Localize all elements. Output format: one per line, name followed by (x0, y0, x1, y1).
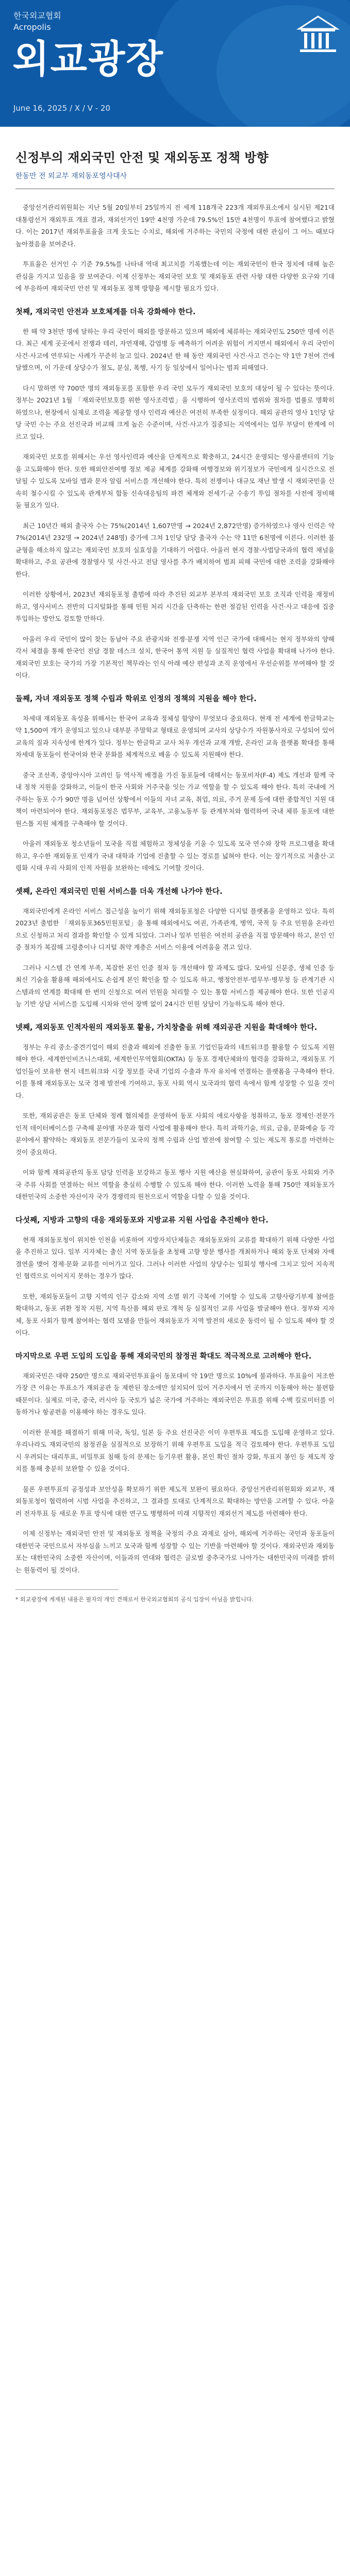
header-org-name: 한국외교협회 (13, 11, 61, 21)
paragraph: 이러한 문제를 해결하기 위해 미국, 독일, 일본 등 주요 선진국은 이미 우편투표 제도를 도입해 운영하고 있다. 우리나라도 재외국민의 참정권을 실질적으로 보장하기 위해 우편투표 도입을 적극 검토해야 한다. 우편투표 도입 시 우려되는 대리투표, 비밀투표 침해 등의 문제는 등기우편 활용, 본인 확인 절차 강화, 투표지 봉인 등 제도적 장치를 통해 충분히 보완할 수 있을 것이다. (15, 1428, 335, 1472)
paragraph: 이러한 상황에서, 2023년 재외동포청 출범에 따라 추진된 외교부 본부의 재외국민 보호 조직과 인력을 재정비하고, 영사서비스 전반의 디지털화를 통해 민원 처리 시간을 단축하는 한편 절감된 인력을 사건·사고 대응에 집중 투입하는 방안도 검토할 만하다. (15, 590, 335, 622)
paragraph: 한 해 약 3천만 명에 달하는 우리 국민이 해외를 방문하고 있으며 해외에 체류하는 재외국민도 250만 명에 이른다. 최근 세계 곳곳에서 전쟁과 테러, 자연재해, 감염병 등 예측하기 어려운 위험이 커지면서 해외에서 우리 국민이 사건·사고에 연루되는 사례가 꾸준히 늘고 있다. 2024년 한 해 동안 재외국민 사건·사고 건수는 약 1만 7천여 건에 달했으며, 이 가운데 상당수가 절도, 분실, 폭행, 사기 등 일상에서 일어나는 범죄 피해였다. (15, 327, 335, 371)
article-author: 한동만 전 외교부 재외동포영사대사 (15, 172, 127, 180)
paragraph: 최근 10년간 해외 출국자 수는 75%(2014년 1,607만명 → 2024년 2,872만명) 증가하였으나 영사 인력은 약 7%(2014년 232명 → 2024년 248명) 증가에 그쳐 1인당 담당 출국자 수는 약 11만 6천명에 이른다. 이러한 불균형을 해소하지 않고는 재외국민 보호의 실효성을 기대하기 어렵다. 아울러 현지 경찰·사법당국과의 협력 채널을 확대하고, 주요 공관에 경찰영사 및 사건·사고 전담 영사를 추가 배치하여 범죄 피해 국민에 대한 조력을 강화해야 한다. (15, 521, 335, 578)
paragraph: 재외국민에게 온라인 서비스 접근성을 높이기 위해 재외동포청은 다양한 디지털 플랫폼을 운영하고 있다. 특히 2023년 출범한 「재외동포365민원포털」을 통해 해외에서도 여권, 가족관계, 병역, 국적 등 주요 민원을 온라인으로 신청하고 처리 결과를 확인할 수 있게 되었다. 그러나 일부 민원은 여전히 공관을 직접 방문해야 하고, 본인 인증 절차가 복잡해 고령층이나 디지털 취약 계층은 서비스 이용에 어려움을 겪고 있다. (15, 907, 335, 951)
section-heading: 마지막으로 우편 도입의 도입을 통해 재외국민의 참정권 확대도 적극적으로 고려해야 한다. (15, 1352, 312, 1361)
paragraph: 재외국민 보호를 위해서는 우선 영사인력과 예산을 단계적으로 확충하고, 24시간 운영되는 영사콜센터의 기능을 고도화해야 한다. 또한 해외안전여행 정보 제공 체계를 강화해 여행경보와 위기정보가 국민에게 실시간으로 전달될 수 있도록 모바일 앱과 문자 알림 서비스를 개선해야 한다. 특히 전쟁이나 대규모 재난 발생 시 재외국민을 신속히 철수시킬 수 있도록 관계부처 합동 신속대응팀의 파견 체계와 전세기·군 수송기 투입 절차를 사전에 정비해 둘 필요가 있다. (15, 453, 335, 509)
paragraph: 그러나 시스템 간 연계 부족, 복잡한 본인 인증 절차 등 개선해야 할 과제도 많다. 모바일 신분증, 생체 인증 등 최신 기술을 활용해 해외에서도 손쉽게 본인 확인을 할 수 있도록 하고, 행정안전부·법무부·병무청 등 관계기관 시스템과의 연계를 확대해 한 번의 신청으로 여러 민원을 처리할 수 있는 통합 서비스를 제공해야 한다. 또한 인공지능 기반 상담 서비스를 도입해 시차와 언어 장벽 없이 24시간 민원 상담이 가능하도록 해야 한다. (15, 963, 335, 1008)
paragraph: 아울러 재외동포 청소년들이 모국을 직접 체험하고 정체성을 키울 수 있도록 모국 연수와 장학 프로그램을 확대하고, 우수한 재외동포 인재가 국내 대학과 기업에 진출할 수 있는 경로를 넓혀야 한다. 이는 장기적으로 저출산·고령화 시대 우리 사회의 인적 자원을 보완하는 데에도 기여할 것이다. (15, 840, 335, 872)
section-heading: 첫째, 재외국민 안전과 보호체계를 더욱 강화해야 한다. (15, 308, 196, 316)
building-emblem-icon (295, 11, 341, 58)
footnote: * 외교광장에 게재된 내용은 필자의 개인 견해로서 한국외교협회의 공식 입장이 아님을 밝힙니다. (15, 1596, 254, 1603)
paragraph: 다시 말하면 약 700만 명의 재외동포를 포함한 우리 국민 모두가 재외국민 보호의 대상이 될 수 있다는 뜻이다. 정부는 2021년 1월 「재외국민보호를 위한 영사조력법」을 시행하여 영사조력의 범위와 절차를 법률로 명확히 하였으나, 현장에서 실제로 조력을 제공할 영사 인력과 예산은 여전히 부족한 실정이다. 해외 공관의 영사 1인당 담당 국민 수는 주요 선진국과 비교해 크게 높은 수준이며, 사건·사고가 집중되는 지역에서는 업무 부담이 한계에 이르고 있다. (15, 384, 335, 440)
paragraph: 아울러 우리 국민이 많이 찾는 동남아 주요 관광지와 전쟁·분쟁 지역 인근 국가에 대해서는 현지 정부와의 양해각서 체결을 통해 한국인 전담 경찰 데스크 설치, 한국어 통역 지원 등 실질적인 협력 사업을 확대해 나가야 한다. 재외국민 보호는 국가의 가장 기본적인 책무라는 인식 아래 예산 편성과 조직 운영에서 우선순위를 부여해야 할 것이다. (15, 635, 335, 679)
section-heading: 넷째, 재외동포 인적자원의 재외동포 활용, 가치창출을 위해 재외공관 지원을 확대해야 한다. (15, 1023, 318, 1032)
issue-date: June 16, 2025 / Ⅹ / Ⅴ - 20 (13, 104, 110, 113)
newsletter-title: 외교광장 (12, 37, 164, 81)
footnote-divider (15, 1589, 119, 1590)
paragraph: 투표율은 선거인 수 기준 79.5%를 나타내 역대 최고치를 기록했는데 이는 재외국민이 한국 정치에 대해 높은 관심을 가지고 있음을 잘 보여준다. 이제 신정부는 재외국민 보호 및 재외동포 관련 사항 대한 다양한 요구와 기대에 부응하여 재외국민 안전 및 재외동포 정책 방향을 제시할 필요가 있다. (15, 260, 335, 292)
paragraph: 차세대 재외동포 육성을 위해서는 한국어 교육과 정체성 함양이 무엇보다 중요하다. 현재 전 세계에 한글학교는 약 1,500여 개가 운영되고 있으나 대부분 주말학교 형태로 운영되며 교사의 상당수가 자원봉사자로 구성되어 있어 교육의 질과 지속성에 한계가 있다. 정부는 한글학교 교사 처우 개선과 교재 개발, 온라인 교육 플랫폼 확대를 통해 차세대 동포들이 한국어와 한국 문화를 체계적으로 배울 수 있도록 지원해야 한다. (15, 714, 335, 758)
section-heading: 셋째, 온라인 재외국민 민원 서비스를 더욱 개선해 나가야 한다. (15, 887, 223, 896)
paragraph: 물론 우편투표의 공정성과 보안성을 확보하기 위한 제도적 보완이 필요하다. 중앙선거관리위원회와 외교부, 재외동포청이 협력하여 시범 사업을 추진하고, 그 결과를 토대로 단계적으로 확대하는 방안을 고려할 수 있다. 아울러 전자투표 등 새로운 투표 방식에 대한 연구도 병행하여 미래 지향적인 재외선거 제도를 마련해야 한다. (15, 1485, 335, 1517)
header-org-name-en: Acropolis (13, 22, 51, 32)
paragraph: 중국 조선족, 중앙아시아 고려인 등 역사적 배경을 가진 동포들에 대해서는 동포비자(F-4) 제도 개선과 함께 국내 정착 지원을 강화하고, 이들이 한국 사회와 거주국을 잇는 가교 역할을 할 수 있도록 해야 한다. 특히 국내에 거주하는 동포 수가 90만 명을 넘어선 상황에서 이들의 자녀 교육, 취업, 의료, 주거 문제 등에 대한 종합적인 지원 대책이 마련되어야 한다. 재외동포청은 법무부, 교육부, 고용노동부 등 관계부처와 협력하여 국내 체류 동포에 대한 원스톱 지원 체계를 구축해야 할 것이다. (15, 771, 335, 827)
paragraph: 또한, 재외동포들이 고향 지역의 인구 감소와 지역 소멸 위기 극복에 기여할 수 있도록 고향사랑기부제 참여를 확대하고, 동포 귀환 정착 지원, 지역 특산품 해외 판로 개척 등 실질적인 교류 사업을 발굴해야 한다. 정부와 지자체, 동포 사회가 함께 참여하는 협력 모델을 만들어 재외동포가 지역 발전의 새로운 동력이 될 수 있도록 해야 할 것이다. (15, 1292, 335, 1336)
paragraph: 중앙선거관리위원회는 지난 5월 20일부터 25일까지 전 세계 118개국 223개 재외투표소에서 실시된 제21대 대통령선거 재외투표 개표 결과, 재외선거인 19만 4천명 가운데 79.5%인 15만 4천명이 투표에 참여했다고 밝혔다. 이는 2017년 재외투표율을 크게 웃도는 수치로, 해외에 거주하는 국민의 국정에 대한 관심이 그 어느 때보다 높아졌음을 보여준다. (15, 204, 335, 248)
paragraph: 이와 함께 재외공관의 동포 담당 인력을 보강하고 동포 행사 지원 예산을 현실화하여, 공관이 동포 사회와 거주국 주류 사회를 연결하는 허브 역할을 충실히 수행할 수 있도록 해야 한다. 이러한 노력을 통해 750만 재외동포가 대한민국의 소중한 자산이자 국가 경쟁력의 원천으로서 역할을 다할 수 있을 것이다. (15, 1168, 335, 1200)
section-heading: 둘째, 자녀 재외동포 정책 수립과 학위로 인정의 정책의 지원을 해야 한다. (15, 694, 257, 703)
article-title: 신정부의 재외국민 안전 및 재외동포 정책 방향 (15, 150, 269, 165)
paragraph: 또한, 재외공관은 동포 단체와 정례 협의체를 운영하여 동포 사회의 애로사항을 청취하고, 동포 경제인·전문가 인적 데이터베이스를 구축해 분야별 자문과 협력 사업에 활용해야 한다. 특히 과학기술, 의료, 금융, 문화예술 등 각 분야에서 활약하는 재외동포 전문가들이 모국의 정책 수립과 산업 발전에 참여할 수 있는 제도적 통로를 마련하는 것이 중요하다. (15, 1112, 335, 1156)
paragraph: 정부는 우리 중소·중견기업이 해외 진출과 해외에 진출한 동포 기업인들과의 네트워크를 활용할 수 있도록 지원해야 한다. 세계한인비즈니스대회, 세계한인무역협회(OKTA) 등 동포 경제단체와의 협력을 강화하고, 재외동포 기업인들이 보유한 현지 네트워크와 시장 정보를 국내 기업의 수출과 투자 유치에 연결하는 플랫폼을 구축해야 한다. 이를 통해 재외동포는 모국 경제 발전에 기여하고, 동포 사회 역시 모국과의 협력 속에서 함께 성장할 수 있을 것이다. (15, 1043, 335, 1099)
page-header (0, 0, 350, 127)
article-body (0, 127, 350, 2576)
paragraph: 재외국민은 대략 250만 명으로 재외국민투표율이 동포대비 약 19만 명으로 10%에 불과하다. 투표율이 저조한 가장 큰 이유는 투표소가 재외공관 등 제한된 장소에만 설치되어 있어 거주지에서 먼 곳까지 이동해야 하는 불편함 때문이다. 실제로 미국, 중국, 러시아 등 국토가 넓은 국가에 거주하는 재외국민은 투표를 위해 수백 킬로미터를 이동하거나 항공편을 이용해야 하는 경우도 있다. (15, 1371, 335, 1416)
section-heading: 다섯째, 지방과 고향의 대응 재외동포와 지방교류 지원 사업을 추진해야 한다. (15, 1216, 269, 1225)
paragraph: 이제 신정부는 재외국민 안전 및 재외동포 정책을 국정의 주요 과제로 삼아, 해외에 거주하는 국민과 동포들이 대한민국 국민으로서 자부심을 느끼고 모국과 함께 성장할 수 있는 기반을 마련해야 할 것이다. 재외국민과 재외동포는 대한민국의 소중한 자산이며, 이들과의 연대와 협력은 글로벌 중추국가로 나아가는 대한민국의 미래를 밝히는 원동력이 될 것이다. (15, 1530, 335, 1574)
paragraph: 현재 재외동포청이 위치한 인천을 비롯하여 지방자치단체들은 재외동포와의 교류를 확대하기 위해 다양한 사업을 추진하고 있다. 일부 지자체는 출신 지역 동포들을 초청해 고향 방문 행사를 개최하거나 해외 동포 단체와 자매결연을 맺어 경제·문화 교류를 이어가고 있다. 그러나 이러한 사업의 상당수는 일회성 행사에 그치고 있어 지속적인 협력으로 이어지지 못하는 경우가 많다. (15, 1235, 335, 1280)
